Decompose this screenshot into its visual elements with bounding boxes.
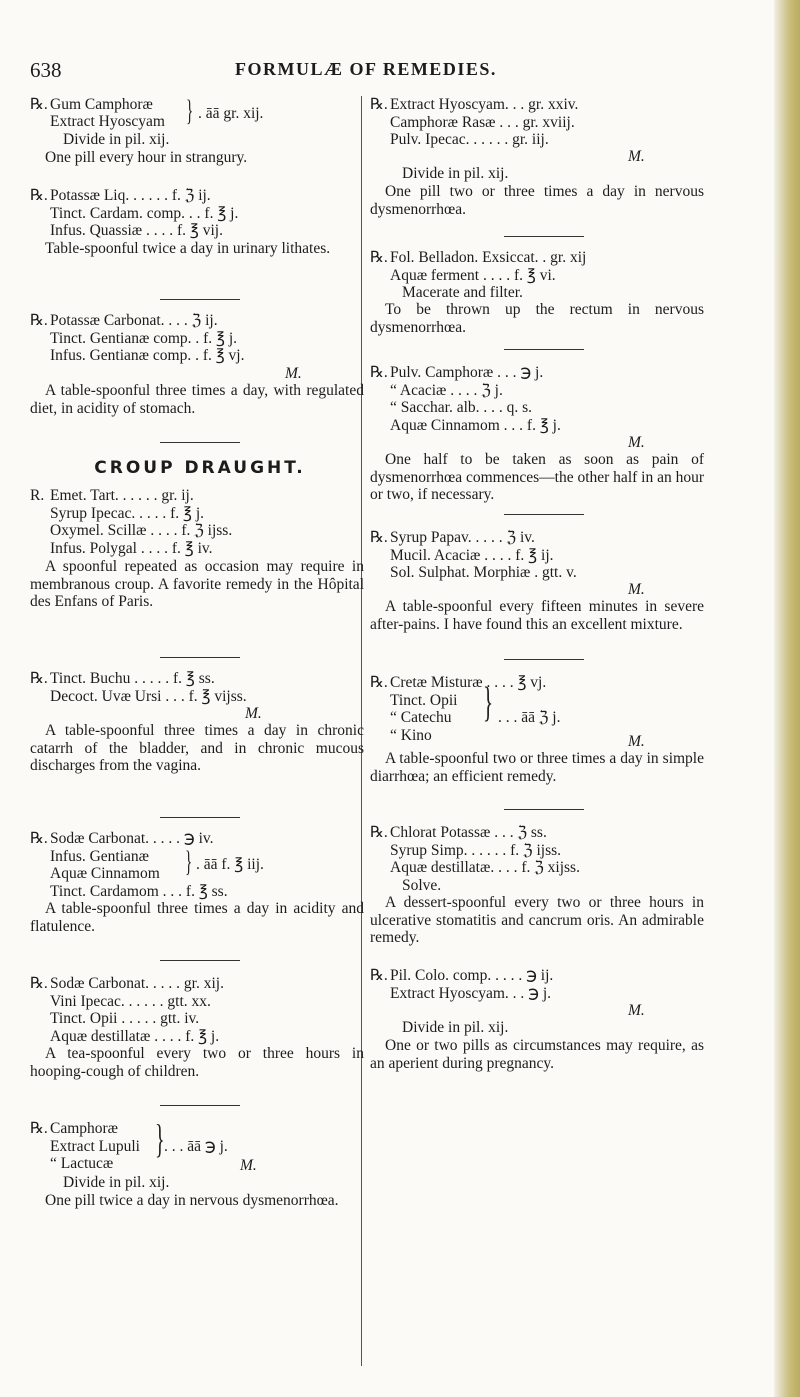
separator <box>504 236 584 237</box>
rx-symbol: ℞. <box>370 674 388 691</box>
ingredient: Pulv. Camphoræ . . . ℈ j. <box>390 364 544 381</box>
usage-note: A tea-spoonful every two or three hours in hooping-cough of children. <box>30 1045 364 1080</box>
separator <box>504 349 584 350</box>
brace: } <box>483 680 494 726</box>
ingredient: Infus. Gentianæ <box>50 847 150 865</box>
recipe <box>370 529 718 659</box>
ingredient: Tinct. Opii <box>390 691 458 709</box>
ingredient: Extract Lupuli <box>50 1137 140 1155</box>
ingredient: Fol. Belladon. Exsiccat. . gr. xij <box>390 249 587 266</box>
recipe <box>30 975 370 1105</box>
quantity: . . . āā ℨ j. <box>498 709 561 726</box>
ingredient: Cretæ Misturæ . . . . ℥ vj. <box>390 674 547 691</box>
recipe <box>30 830 370 960</box>
rx-symbol: R. <box>30 487 45 504</box>
rx-symbol: ℞. <box>30 312 48 329</box>
usage-note: Table-spoonful twice a day in urinary lithates. <box>45 240 331 257</box>
rx-symbol: ℞. <box>370 824 388 841</box>
separator <box>160 657 240 658</box>
ingredient: Decoct. Uvæ Ursi . . . f. ℥ vijss. <box>50 687 247 705</box>
page-number: 638 <box>30 58 62 82</box>
brace: } <box>185 845 193 878</box>
quantity: . āā gr. xij. <box>198 105 264 122</box>
ingredient: Tinct. Gentianæ comp. . f. ℥ j. <box>50 329 238 347</box>
ingredient: Syrup Simp. . . . . . f. ℨ ijss. <box>390 841 562 859</box>
direction: Divide in pil. xij. <box>63 131 170 148</box>
recipe <box>30 187 370 299</box>
ingredient: Infus. Quassiæ . . . . f. ℥ vij. <box>50 222 223 239</box>
ingredient: Extract Hyoscyam. . . ℈ j. <box>390 984 552 1002</box>
recipe <box>30 96 370 186</box>
recipe <box>370 967 718 1087</box>
ingredient: “ Kino <box>390 726 432 744</box>
ingredient: Vini Ipecac. . . . . . gtt. xx. <box>50 992 211 1010</box>
rx-symbol: ℞. <box>30 975 48 992</box>
ingredient: Pulv. Ipecac. . . . . . gr. iij. <box>390 131 549 148</box>
usage-note: A table-spoonful three times a day in acidity and flatulence. <box>30 900 364 935</box>
separator <box>160 1105 240 1106</box>
recipe <box>30 487 370 657</box>
ingredient: “ Catechu <box>390 709 452 726</box>
misce-mark: M. <box>285 365 302 382</box>
ingredient: Infus. Polygal . . . . f. ℥ iv. <box>50 539 213 557</box>
rx-symbol: ℞. <box>370 249 388 266</box>
ingredient: Mucil. Acaciæ . . . . f. ℥ ij. <box>390 546 554 564</box>
misce-mark: M. <box>245 705 262 722</box>
ingredient: Oxymel. Scillæ . . . . f. ℨ ijss. <box>50 522 233 539</box>
quantity: . āā f. ℥ iij. <box>196 856 264 873</box>
misce-mark: M. <box>628 434 645 451</box>
direction: Solve. <box>402 876 442 894</box>
separator <box>504 809 584 810</box>
ingredient: Syrup Papav. . . . . ℨ iv. <box>390 529 535 546</box>
ingredient: Infus. Gentianæ comp. . f. ℥ vj. <box>50 347 245 364</box>
right-column <box>370 96 718 1087</box>
recipe <box>30 1116 370 1255</box>
recipe <box>370 824 718 959</box>
direction: Divide in pil. xij. <box>402 165 509 182</box>
recipe <box>370 364 718 514</box>
brace: } <box>186 94 194 127</box>
recipe <box>370 674 718 809</box>
separator <box>160 960 240 961</box>
ingredient: “ Sacchar. alb. . . . q. s. <box>390 399 533 416</box>
usage-note: A table-spoonful three times a day in chronic catarrh of the bladder, and in chronic mucous discharges from the vagina. <box>30 722 364 775</box>
rx-symbol: ℞. <box>30 1120 48 1137</box>
usage-note: One pill two or three times a day in nervous dysmenorrhœa. <box>370 183 704 218</box>
ingredient: Aquæ destillatæ. . . . f. ℨ xijss. <box>390 859 580 876</box>
usage-note: To be thrown up the rectum in nervous dysmenorrhœa. <box>370 301 704 336</box>
ingredient: Sodæ Carbonat. . . . . ℈ iv. <box>50 830 214 847</box>
ingredient: Tinct. Cardam. comp. . . f. ℥ j. <box>50 204 239 222</box>
rx-symbol: ℞. <box>30 96 48 113</box>
usage-note: A table-spoonful every fifteen minutes in severe after-pains. I have found this an excellent mixture. <box>370 598 704 633</box>
ingredient: Syrup Ipecac. . . . . f. ℥ j. <box>50 504 205 522</box>
ingredient: Extract Hyoscyam. . . gr. xxiv. <box>390 96 579 113</box>
quantity: . . . āā ℈ j. <box>164 1137 228 1155</box>
left-column <box>30 96 370 1255</box>
direction: Macerate and filter. <box>402 284 523 301</box>
usage-note: A spoonful repeated as occasion may require in membranous croup. A favorite remedy in the Hôpital des Enfans of Paris. <box>30 558 364 611</box>
ingredient: Aquæ Cinnamom <box>50 865 160 882</box>
misce-mark: M. <box>628 581 645 598</box>
page-header <box>30 58 770 82</box>
ingredient: Extract Hyoscyam <box>50 113 165 130</box>
ingredient: Tinct. Cardamom . . . f. ℥ ss. <box>50 882 228 900</box>
ingredient: Aquæ destillatæ . . . . f. ℥ j. <box>50 1027 220 1045</box>
ingredient: Potassæ Liq. . . . . . f. ℨ ij. <box>50 187 211 204</box>
separator <box>504 659 584 660</box>
recipe <box>30 670 370 817</box>
usage-note: A table-spoonful two or three times a day in simple diarrhœa; an efficient remedy. <box>370 750 704 785</box>
ingredient: Tinct. Buchu . . . . . f. ℥ ss. <box>50 670 215 687</box>
rx-symbol: ℞. <box>370 364 388 381</box>
misce-mark: M. <box>628 733 645 750</box>
recipe <box>370 96 718 218</box>
rx-symbol: ℞. <box>370 529 388 546</box>
ingredient: Sol. Sulphat. Morphiæ . gtt. v. <box>390 564 577 581</box>
usage-note: One or two pills as circumstances may require, as an aperient during pregnancy. <box>370 1037 704 1072</box>
ingredient: Aquæ ferment . . . . f. ℥ vi. <box>390 266 556 284</box>
rx-symbol: ℞. <box>30 187 48 204</box>
ingredient: Pil. Colo. comp. . . . . ℈ ij. <box>390 967 554 984</box>
rx-symbol: ℞. <box>370 967 388 984</box>
rx-symbol: ℞. <box>30 670 48 687</box>
recipe <box>30 312 370 442</box>
page-edge <box>774 0 800 1397</box>
section-heading: CROUP DRAUGHT. <box>94 458 306 478</box>
usage-note: One pill twice a day in nervous dysmenorrhœa. <box>45 1192 339 1209</box>
misce-mark: M. <box>240 1157 257 1174</box>
ingredient: Sodæ Carbonat. . . . . gr. xij. <box>50 975 224 992</box>
ingredient: Emet. Tart. . . . . . gr. ij. <box>50 487 194 504</box>
ingredient: Camphoræ Rasæ . . . gr. xviij. <box>390 113 575 131</box>
ingredient: “ Lactucæ <box>50 1155 114 1172</box>
ingredient: Camphoræ <box>50 1120 119 1137</box>
brace: } <box>155 1116 165 1161</box>
usage-note: A dessert-spoonful every two or three hours in ulcerative stomatitis and cancrum oris. An admirable remedy. <box>370 894 704 947</box>
ingredient: Chlorat Potassæ . . . ℨ ss. <box>390 824 547 841</box>
rx-symbol: ℞. <box>30 830 48 847</box>
recipe <box>370 249 718 349</box>
direction: Divide in pil. xij. <box>402 1019 509 1036</box>
usage-note: One half to be taken as soon as pain of dysmenorrhœa commences—the other half in an hour or two, if necessary. <box>370 451 705 504</box>
misce-mark: M. <box>628 1002 645 1019</box>
usage-note: One pill every hour in strangury. <box>45 149 248 166</box>
running-title: FORMULÆ OF REMEDIES. <box>235 59 497 79</box>
usage-note: A table-spoonful three times a day, with regulated diet, in acidity of stomach. <box>30 382 364 417</box>
separator <box>160 299 240 300</box>
separator <box>504 514 584 515</box>
ingredient: Aquæ Cinnamom . . . f. ℥ j. <box>390 416 561 434</box>
misce-mark: M. <box>628 148 645 165</box>
separator <box>160 442 240 443</box>
ingredient: “ Acaciæ . . . . ℨ j. <box>390 381 503 399</box>
ingredient: Potassæ Carbonat. . . . ℨ ij. <box>50 312 218 329</box>
direction: Divide in pil. xij. <box>63 1174 170 1191</box>
ingredient: Gum Camphoræ <box>50 96 153 113</box>
rx-symbol: ℞. <box>370 96 388 113</box>
ingredient: Tinct. Opii . . . . . gtt. iv. <box>50 1010 200 1027</box>
separator <box>160 817 240 818</box>
